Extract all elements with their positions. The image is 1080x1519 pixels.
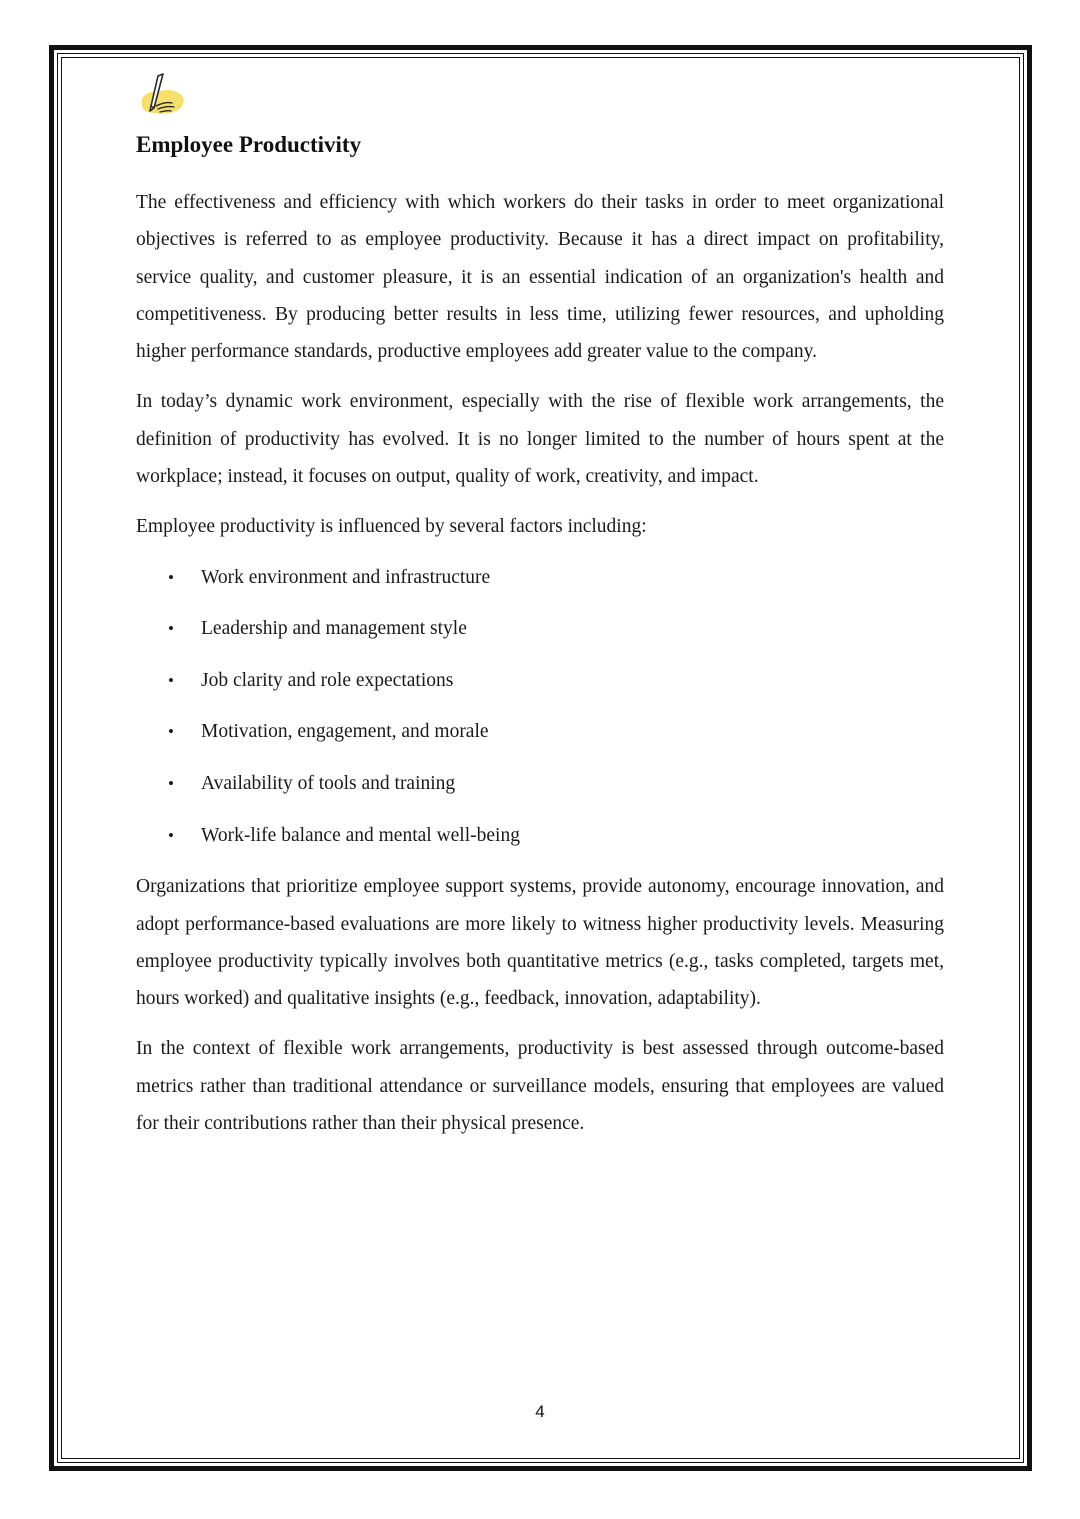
list-item-text: Work environment and infrastructure [201, 566, 491, 588]
factors-list [136, 559, 944, 854]
list-item [136, 713, 944, 750]
list-item-text: Job clarity and role expectations [201, 669, 454, 691]
list-item-text: Work-life balance and mental well-being [201, 824, 520, 846]
list-item [136, 559, 944, 596]
document-body [136, 184, 944, 1155]
bullet-icon: • [168, 774, 174, 794]
bullet-icon: • [168, 670, 174, 690]
list-item-text: Availability of tools and training [201, 773, 456, 795]
list-item [136, 662, 944, 699]
bullet-icon: • [168, 722, 174, 742]
list-item [136, 765, 944, 802]
page-number: 4 [535, 1402, 545, 1421]
bullet-icon: • [168, 567, 174, 587]
paragraph-definition: The effectiveness and efficiency with which workers do their tasks in order to meet organizational objectives is referred to as employee productivity. Because it has a direct impact on profitability, service quality, and customer pleasure, it is an essential indication of an organization's health and competitiveness. By producing better results in less time, utilizing fewer resources, and upholding higher performance standards, productive employees add greater value to the company. [136, 192, 944, 363]
list-item [136, 817, 944, 854]
page-title: Employee Productivity [136, 132, 362, 157]
bullet-icon: • [168, 619, 174, 639]
list-item-text: Motivation, engagement, and morale [201, 721, 489, 743]
paragraph-organizations: Organizations that prioritize employee support systems, provide autonomy, encourage innovation, and adopt performance-based evaluations are more likely to witness higher productivity levels. Measuring employee productivity typically involves both quantitative metrics (e.g., tasks completed, targets met, hours worked) and qualitative insights (e.g., feedback, innovation, adaptability). [136, 876, 944, 1010]
paragraph-factors-intro: Employee productivity is influenced by several factors including: [136, 516, 647, 538]
list-item [136, 610, 944, 647]
pen-writing-icon [136, 70, 188, 116]
list-item-text: Leadership and management style [201, 618, 467, 640]
bullet-icon: • [168, 825, 174, 845]
paragraph-flexible-work: In today’s dynamic work environment, especially with the rise of flexible work arrangements, the definition of productivity has evolved. It is no longer limited to the number of hours spent at the workplace; instead, it focuses on output, quality of work, creativity, and impact. [136, 391, 944, 488]
paragraph-assessment: In the context of flexible work arrangements, productivity is best assessed through outcome-based metrics rather than traditional attendance or surveillance models, ensuring that employees are valued for their contributions rather than their physical presence. [136, 1038, 944, 1135]
